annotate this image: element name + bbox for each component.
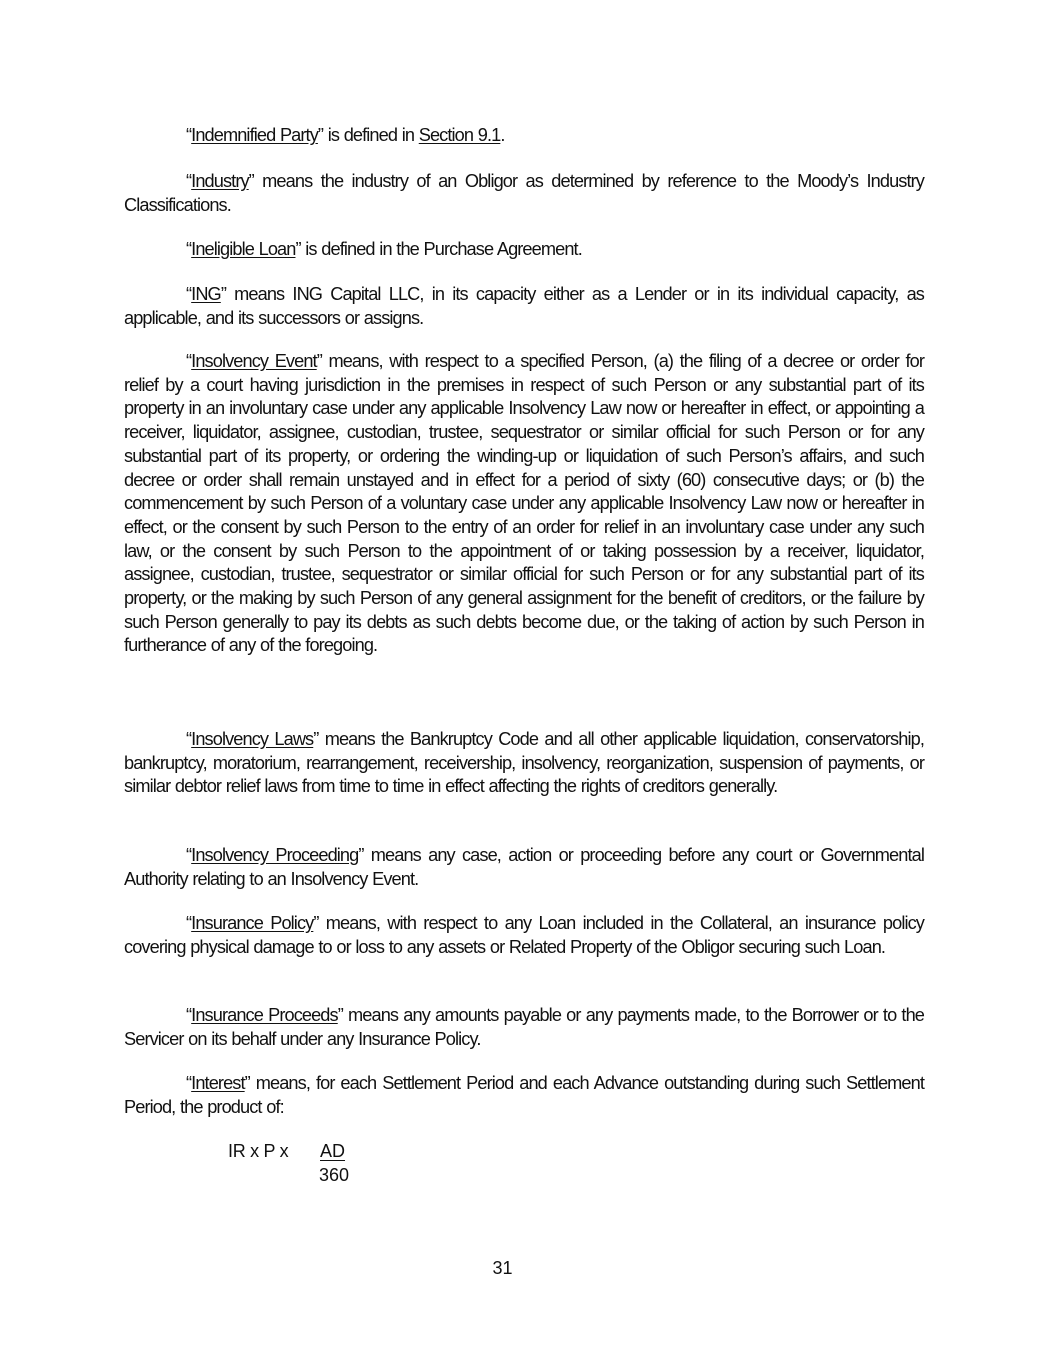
definition-text: ” is defined in <box>317 125 419 145</box>
definition-ing <box>124 283 924 330</box>
defined-term: Insurance Proceeds <box>191 1005 338 1025</box>
definition-insolvency-proceeding <box>124 844 924 891</box>
definition-industry <box>124 170 924 217</box>
defined-term: Interest <box>191 1073 245 1093</box>
open-quote: “ <box>186 845 192 865</box>
definition-text: ” means any case, action or proceeding before any court or Governmental Authority relating to an Insolvency Event. <box>124 845 924 889</box>
defined-term: Insolvency Laws <box>191 729 314 749</box>
definition-text: ” means the Bankruptcy Code and all other applicable liquidation, conservatorship, bankruptcy, moratorium, rearrangement, receivership, insolvency, reorganization, suspension of payments, or similar debtor relief laws from time to time in effect affecting the rights of creditors generally. <box>124 729 924 797</box>
definition-interest <box>124 1072 924 1119</box>
defined-term: Insurance Policy <box>191 913 314 933</box>
open-quote: “ <box>186 171 192 191</box>
defined-term: Insolvency Event <box>191 351 317 371</box>
defined-term: ING <box>191 284 221 304</box>
open-quote: “ <box>186 125 192 145</box>
defined-term: Ineligible Loan <box>191 239 296 259</box>
defined-term: Insolvency Proceeding <box>191 845 359 865</box>
definition-text: ” means any amounts payable or any payments made, to the Borrower or to the Servicer on its behalf under any Insurance Policy. <box>124 1005 925 1049</box>
definition-insolvency-laws <box>124 728 924 799</box>
open-quote: “ <box>186 239 192 259</box>
open-quote: “ <box>186 284 192 304</box>
definition-text: ” means, with respect to a specified Person, (a) the filing of a decree or order for relief by a court having jurisdiction in the premises in respect of such Person or any substantial part of its property in an involuntary case under any applicable Insolvency Law now or hereafter in effect, or appointing a receiver, liquidator, assignee, custodian, trustee, sequestrator or similar official for such Person or for any substantial part of its property, or ordering the winding-up or liquidation of such Person’s affairs, and such decree or order shall remain unstayed and in effect for a period of sixty (60) consecutive days; or (b) the commencement by such Person of a voluntary case under any applicable Insolvency Law now or hereafter in effect, or the consent by such Person to the entry of an order for relief in an involuntary case under any such law, or the consent by such Person to the appointment of or taking possession by a receiver, liquidator, assignee, custodian, trustee, sequestrator or similar official for such Person or for any substantial part of its property, or the making by such Person of any general assignment for the benefit of creditors, or the failure by such Person generally to pay its debts as such debts become due, or the taking of action by such Person in furtherance of any of the foregoing. <box>124 351 925 656</box>
open-quote: “ <box>186 351 192 371</box>
open-quote: “ <box>186 913 192 933</box>
open-quote: “ <box>186 1073 192 1093</box>
formula-lhs: IR x P x <box>228 1141 289 1161</box>
definition-insurance-policy <box>124 912 924 959</box>
formula-denominator: 360 <box>319 1165 350 1185</box>
definition-insolvency-event <box>124 350 924 658</box>
definition-text: ” means the industry of an Obligor as determined by reference to the Moody’s Industry Classifications. <box>124 171 924 215</box>
definition-text: ” is defined in the Purchase Agreement. <box>295 239 582 259</box>
formula-numerator: AD <box>320 1141 346 1161</box>
definition-ineligible-loan <box>124 238 924 262</box>
definition-indemnified-party <box>124 124 924 148</box>
defined-term: Indemnified Party <box>191 125 318 145</box>
open-quote: “ <box>186 729 192 749</box>
period: . <box>500 125 505 145</box>
open-quote: “ <box>186 1005 192 1025</box>
section-reference-link[interactable]: Section 9.1 <box>418 125 501 145</box>
definition-text: ” means, for each Settlement Period and each Advance outstanding during such Settlement Period, the product of: <box>124 1073 924 1117</box>
definition-insurance-proceeds <box>124 1004 924 1051</box>
definition-text: ” means ING Capital LLC, in its capacity either as a Lender or in its individual capacity, as applicable, and its successors or assigns. <box>124 284 924 328</box>
definition-text: ” means, with respect to any Loan included in the Collateral, an insurance policy covering physical damage to or loss to any assets or Related Property of the Obligor securing such Loan. <box>124 913 924 957</box>
page-number: 31 <box>492 1258 513 1278</box>
defined-term: Industry <box>191 171 249 191</box>
